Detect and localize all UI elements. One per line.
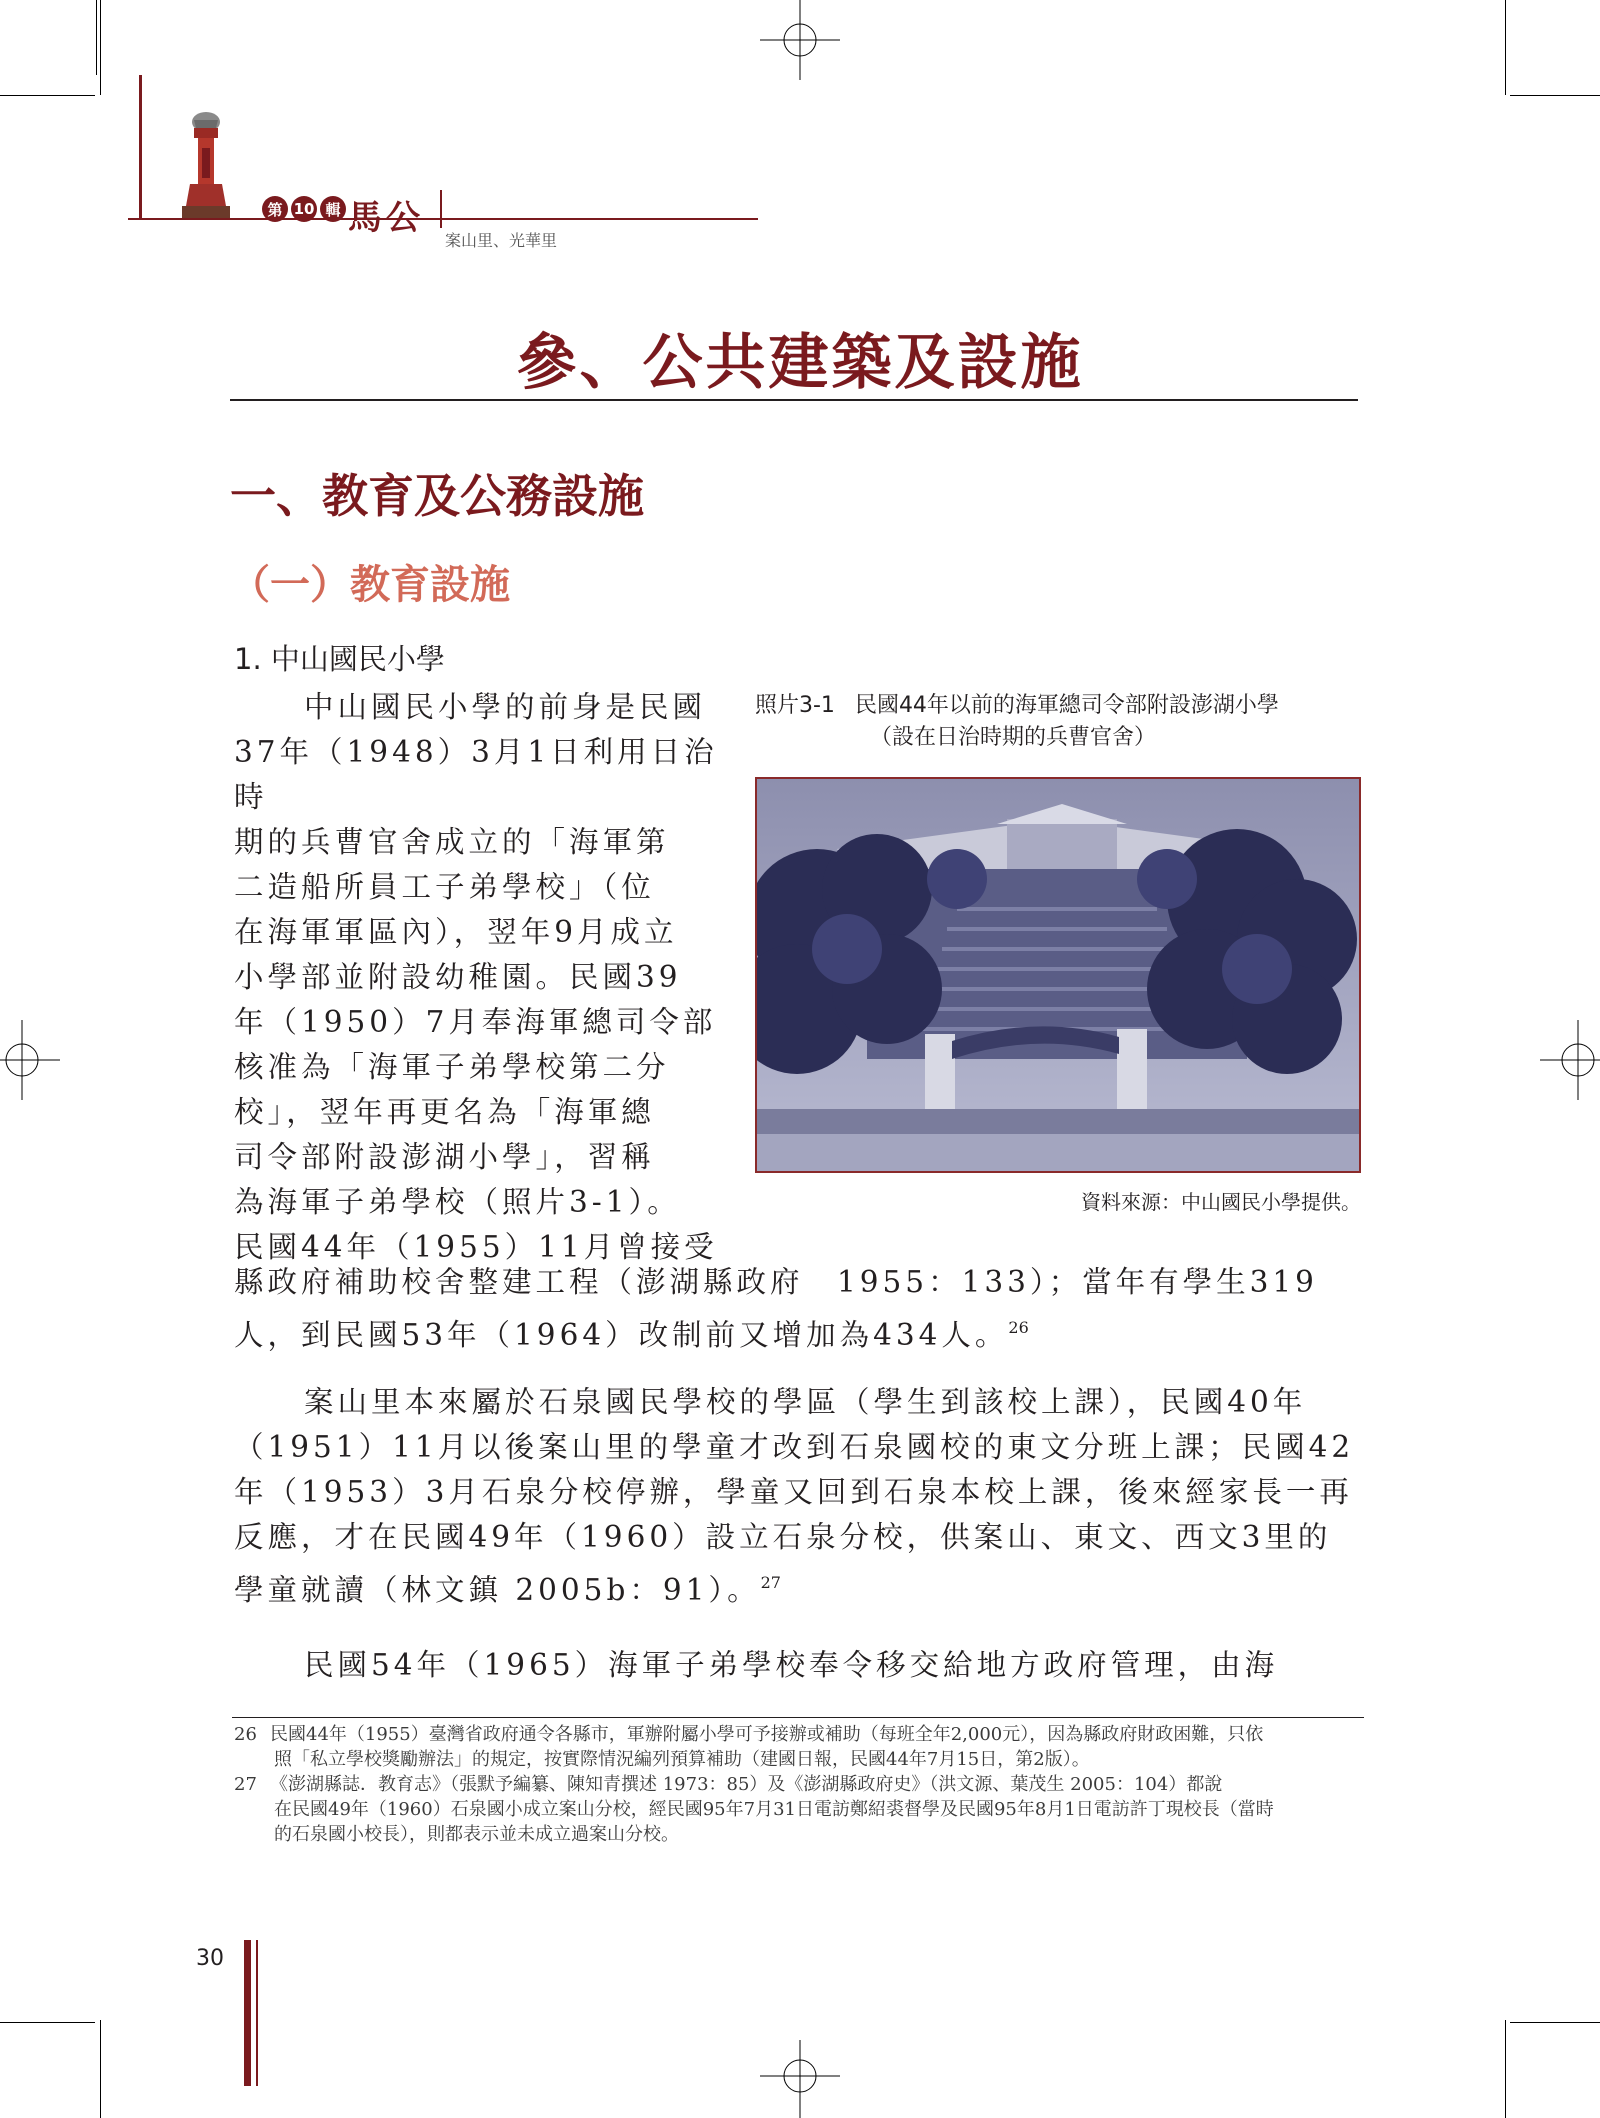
item-title: 1. 中山國民小學 [234, 642, 445, 676]
page-number: 30 [196, 1946, 224, 1971]
paragraph-1-line: 為海軍子弟學校（照片3-1）。 [234, 1185, 681, 1219]
paragraph-1-continued [234, 1260, 1364, 1358]
footnote-number: 27 [234, 1774, 257, 1795]
photo-caption [755, 690, 1279, 754]
crop-mark-top-left-v [100, 0, 101, 95]
footnote-number: 26 [234, 1724, 257, 1745]
photo-caption-line-2: （設在日治時期的兵曹官舍） [870, 725, 1157, 750]
registration-mark-left [0, 1020, 60, 1100]
paragraph-1-line: 民國44年（1955）11月曾接受 [234, 1230, 718, 1264]
registration-mark-right [1540, 1020, 1600, 1100]
paragraph-1-line: 中山國民小學的前身是民國 [304, 690, 707, 724]
paragraph-3-text: 民國54年（1965）海軍子弟學校奉令移交給地方政府管理，由海 [304, 1648, 1279, 1682]
header-horizontal-rule [128, 218, 758, 220]
school-photo-image [757, 779, 1359, 1171]
paragraph-2-text: 案山里本來屬於石泉國民學校的學區（學生到該校上課），民國40年（1951）11月以後案山里的學童才改到石泉國校的東文分班上課；民國42年（1953）3月石泉分校停辦，學童又回到石泉本校上課，後來經家長一再反應，才在民國49年（1960）設立石泉分校，供案山、東文、西文3里的學童就讀（林文鎮 2005b：91）。 [234, 1385, 1355, 1607]
crop-mark-top-left-h [0, 95, 95, 96]
footnote-ref-27[interactable]: 27 [760, 1573, 781, 1592]
section-title: 一、教育及公務設施 [230, 469, 644, 523]
footnote-27 [234, 1772, 1364, 1847]
paragraph-1-line: 二造船所員工子弟學校」（位 [234, 870, 655, 904]
crop-mark-bottom-left-v [100, 2020, 101, 2118]
chapter-title-rule [230, 399, 1358, 401]
crop-mark-top-right-h [1510, 95, 1600, 96]
page-number-bar [244, 1940, 251, 2086]
photo-label: 照片3-1 [755, 693, 835, 718]
paragraph-1-line: 37年（1948）3月1日利用日治時 [234, 735, 718, 814]
footnote-rule [232, 1717, 1364, 1718]
registration-mark-top [760, 0, 840, 80]
paragraph-1 [234, 685, 734, 1270]
crop-mark-bottom-left-h [0, 2022, 95, 2023]
header-vertical-rule [139, 75, 142, 220]
paragraph-1-line: 年（1950）7月奉海軍總司令部 [234, 1005, 717, 1039]
paragraph-1-line: 司令部附設澎湖小學」，習稱 [234, 1140, 655, 1174]
registration-mark-bottom [760, 2040, 840, 2118]
page-number-bar-thin [256, 1940, 258, 2086]
header-separator [440, 190, 442, 228]
footnote-26 [234, 1722, 1364, 1772]
volume-badge [262, 196, 346, 222]
crop-mark-bottom-right-v [1505, 2020, 1506, 2118]
crop-mark-bottom-right-h [1510, 2022, 1600, 2023]
volume-prefix: 第 [262, 196, 288, 222]
photo-caption-line-1: 民國44年以前的海軍總司令部附設澎湖小學 [854, 693, 1279, 718]
photo-source: 資料來源：中山國民小學提供。 [1081, 1190, 1361, 1214]
monument-logo [176, 108, 236, 220]
volume-suffix: 輯 [320, 196, 346, 222]
footnote-line: 民國44年（1955）臺灣省政府通令各縣市，軍辦附屬小學可予接辦或補助（每班全年2,000元），因為縣政府財政困難，只依 [270, 1724, 1264, 1745]
footnote-line: 的石泉國小校長），則都表示並未成立過案山分校。 [274, 1824, 679, 1845]
header-subtitle: 案山里、光華里 [445, 231, 558, 250]
paragraph-1-line: 小學部並附設幼稚園。民國39 [234, 960, 682, 994]
paragraph-1-line: 校」，翌年再更名為「海軍總 [234, 1095, 655, 1129]
paragraph-3 [234, 1643, 1364, 1688]
subsection-title: （一）教育設施 [230, 562, 510, 608]
footnote-line: 《澎湖縣誌．教育志》（張默予編纂、陳知青撰述 1973：85）及《澎湖縣政府史》（洪文源、葉茂生 2005：104）都說 [270, 1774, 1223, 1795]
school-photo [755, 777, 1361, 1173]
crop-mark-top-left-v2 [96, 0, 97, 75]
paragraph-1-line: 期的兵曹官舍成立的「海軍第 [234, 825, 670, 859]
town-name: 馬公 [348, 198, 424, 238]
paragraph-2 [234, 1380, 1364, 1613]
volume-number: 10 [291, 196, 317, 222]
chapter-title: 參、公共建築及設施 [516, 328, 1084, 398]
paragraph-1-line: 核准為「海軍子弟學校第二分 [234, 1050, 670, 1084]
crop-mark-top-right-v [1505, 0, 1506, 95]
footnote-line: 在民國49年（1960）石泉國小成立案山分校，經民國95年7月31日電訪鄭紹裘督學及民國95年8月1日電訪許丁現校長（當時 [274, 1799, 1274, 1820]
footnote-line: 照「私立學校獎勵辦法」的規定，按實際情況編列預算補助（建國日報，民國44年7月15日，第2版）。 [274, 1749, 1090, 1770]
paragraph-1-line: 在海軍軍區內），翌年9月成立 [234, 915, 678, 949]
footnote-ref-26[interactable]: 26 [1008, 1318, 1029, 1337]
paragraph-1-continued-text: 縣政府補助校舍整建工程（澎湖縣政府 1955：133）；當年有學生319人，到民國53年（1964）改制前又增加為434人。 [234, 1265, 1318, 1352]
